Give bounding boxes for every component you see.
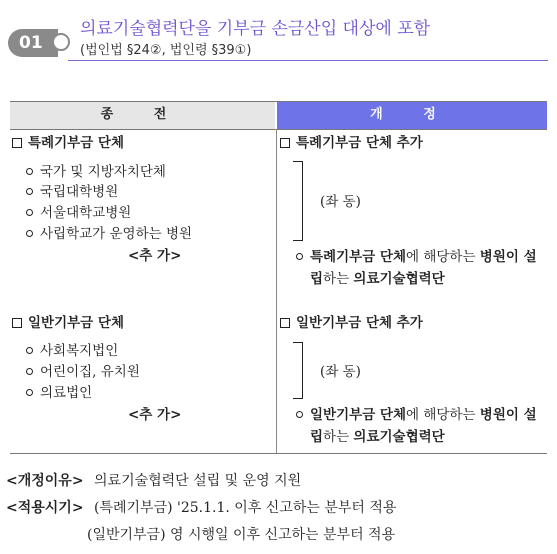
circle-bullet-icon — [26, 188, 33, 195]
left-section2-title: 일반기부금 단체 — [12, 314, 124, 332]
checkbox-square-icon — [280, 318, 290, 328]
checkbox-square-icon — [280, 138, 290, 148]
right-section1-note-line2: 립하는 의료기술협력단 — [310, 271, 445, 287]
timing-label: <적용시기> — [6, 500, 84, 516]
list-item: 국립대학병원 — [26, 183, 118, 201]
circle-bullet-icon — [26, 168, 33, 175]
right-section2-note: 일반기부금 단체에 해당하는 병원이 설 — [296, 406, 537, 424]
circle-bullet-icon — [296, 411, 303, 418]
section-number-badge: 01 — [8, 29, 58, 57]
section-header — [8, 6, 548, 66]
right-section2-title: 일반기부금 단체 추가 — [280, 314, 423, 332]
circle-bullet-icon — [296, 253, 303, 260]
list-item: 사립학교가 운영하는 병원 — [26, 225, 192, 243]
right-section1-note: 특례기부금 단체에 해당하는 병원이 설 — [296, 248, 537, 266]
checkbox-square-icon — [12, 318, 22, 328]
right-section1-same: (좌 동) — [320, 194, 361, 210]
section-title: 의료기술협력단을 기부금 손금산입 대상에 포함 — [80, 19, 431, 39]
section-subtitle: (법인법 §24②, 법인령 §39①) — [80, 43, 252, 58]
bracket-icon — [293, 161, 303, 241]
reason-label: <개정이유> — [6, 473, 84, 489]
list-item: 의료법인 — [26, 384, 92, 402]
comparison-table — [10, 101, 547, 455]
left-section1-title: 특례기부금 단체 — [12, 134, 124, 152]
checkbox-square-icon — [12, 138, 22, 148]
circle-bullet-icon — [26, 368, 33, 375]
table-column-divider — [276, 129, 277, 453]
column-header-before: 종 전 — [10, 101, 275, 129]
reason-text: 의료기술협력단 설립 및 운영 지원 — [94, 473, 302, 489]
left-section2-add-label: <추 가> — [128, 407, 182, 423]
circle-bullet-icon — [26, 230, 33, 237]
list-item: 국가 및 지방자치단체 — [26, 163, 166, 181]
list-item: 어린이집, 유치원 — [26, 363, 140, 381]
header-divider — [68, 60, 548, 61]
reason-line — [6, 472, 301, 490]
table-header-border — [10, 129, 547, 130]
table-top-border — [10, 101, 547, 102]
timing-line2: (일반기부금) 영 시행일 이후 신고하는 분부터 적용 — [87, 527, 396, 543]
circle-bullet-icon — [26, 389, 33, 396]
circle-bullet-icon — [26, 209, 33, 216]
right-section2-same: (좌 동) — [320, 364, 361, 380]
timing-line1: (특례기부금) '25.1.1. 이후 신고하는 분부터 적용 — [94, 500, 397, 516]
timing-line — [6, 499, 396, 517]
left-section1-add-label: <추 가> — [128, 248, 182, 264]
list-item: 사회복지법인 — [26, 342, 118, 360]
right-section2-note-line2: 립하는 의료기술협력단 — [310, 429, 445, 445]
circle-bullet-icon — [26, 347, 33, 354]
list-item: 서울대학교병원 — [26, 204, 131, 222]
column-header-after: 개 정 — [277, 101, 547, 129]
table-bottom-border — [10, 453, 547, 454]
bracket-icon — [293, 342, 303, 399]
right-section1-title: 특례기부금 단체 추가 — [280, 134, 423, 152]
badge-knob-icon — [52, 33, 70, 51]
